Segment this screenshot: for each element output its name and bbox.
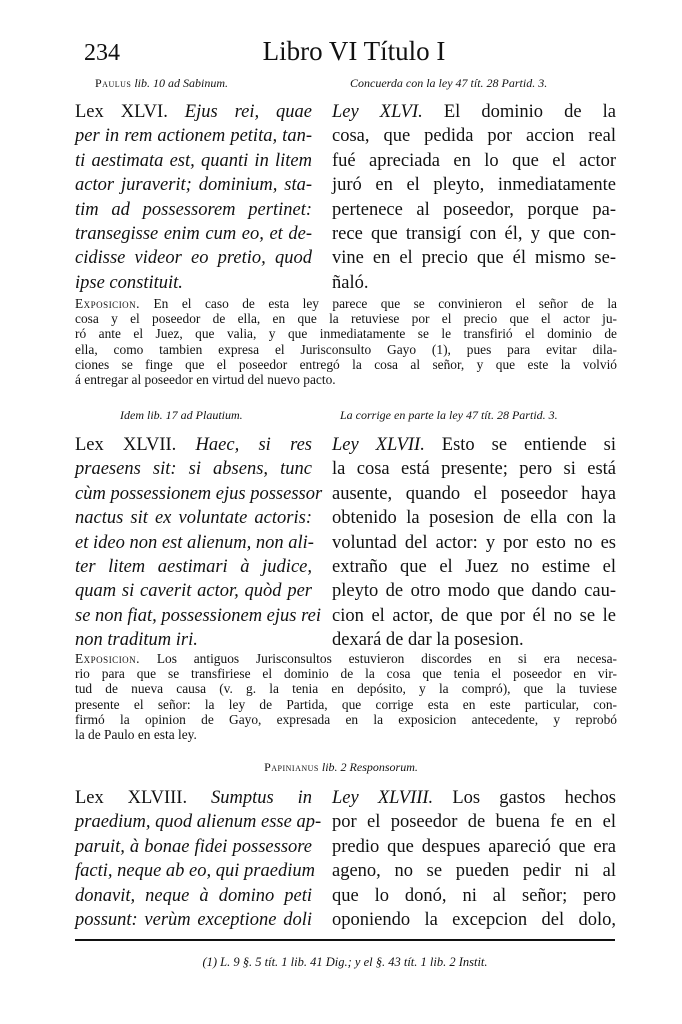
latin-text-lex-48: Lex XLVIII. Sumptus in praedium, quod alienum esse ap- paruit, à bonae fidei possessore facti, neque ab eo, qui praedium donavit, neque à domino peti possunt: verùm exceptione doli [75,788,322,931]
exposicion-1: Exposicion. En el caso de esta ley parece que se convinieron el señor de la cosa y el poseedor de ella, en que la retuviese por el precio que el actor ju- ró ante el Juez, que valia, y que inmediatamente se le transfirió el dominio de ella, como tambien expresa el Jurisconsulto Gayo (1), pues para evitar dila- ciones se finge que el poseedor entregó la cosa al señor, y que este la volvió á entregar al poseedor en virtud del nuevo pacto. [75,296,617,388]
latin-text-lex-47: Lex XLVII. Haec, si res praesens sit: si absens, tunc cùm possessionem ejus possessor nactus sit ex voluntate actoris: et ideo non est alienum, non ali- ter litem aestimari à judice, quam si caverit actor, quòd per se non fiat, possessionem ejus rei non traditum iri. [75,435,323,651]
law-heading: Lex XLVIII. [75,788,188,808]
exposicion-2: Exposicion. Los antiguos Jurisconsultos estuvieron discordes en si era necesa- rio para que se transfiriese el dominio de la cosa que tenia el poseedor en vir- tud de nueva causa (v. g. la tenia en depósito, y la compró), que la tuviese presente el señor: la ley de Partida, que corrige esta en este particular, con- firmó la opinion de Gayo, expresada en la exposicion antecedente, y reprobó la de Paulo en esta ley. [75,651,617,743]
law-heading: Lex XLVI. [75,102,168,122]
running-title: Libro VI Título I [262,36,446,66]
latin-text-lex-46: Lex XLVI. Ejus rei, quae per in rem actionem petita, tan- ti aestimata est, quanti in litem actor juraverit; dominium, sta- tim ad possessorem pertinet: transegisse enim cum eo, et de- cidisse videor eo pretio, quod ipse constituit. [75,102,313,293]
page-header [84,36,624,70]
spanish-text-ley-48: Ley XLVIII. Los gastos hechos por el poseedor de buena fe en el predio que despues apareció que era ageno, no se pueden pedir ni al que lo donó, ni al señor; pero oponiendo la excepcion del dolo, [332,788,616,931]
source-citation-latin: Idem lib. 17 ad Plautium. [120,408,243,422]
spanish-text-ley-47: Ley XLVII. Esto se entiende si la cosa está presente; pero si está ausente, quando el poseedor haya obtenido la posesion de ella con la voluntad del actor: y por esto no es extraño que el Juez no estime el pleyto de otro modo que dando cau- cion el actor, de que por él no se le dexará de dar la posesion. [332,435,616,651]
law-heading: Ley XLVI. [332,102,423,122]
source-citation-spanish: Concuerda con la ley 47 tít. 28 Partid. 3. [350,76,548,90]
source-citation-spanish: La corrige en parte la ley 47 tít. 28 Partid. 3. [340,408,558,422]
source-citation-center: Papinianus lib. 2 Responsorum. [264,760,418,774]
page-number: 234 [84,40,120,66]
law-heading: Lex XLVII. [75,435,177,455]
law-heading: Ley XLVIII. [332,788,434,808]
source-citation-latin: Paulus lib. 10 ad Sabinum. [95,76,229,90]
spanish-text-ley-46: Ley XLVI. El dominio de la cosa, que pedida por accion real fué apreciada en lo que el actor juró en el pleyto, inmediatamente pertenece al poseedor, porque pa- rece que transigí con él, y que con- vine en el precio que él mismo se- ñaló. [332,102,616,293]
footnote-rule [75,939,615,941]
law-heading: Ley XLVII. [332,435,425,455]
footnote: (1) L. 9 §. 5 tít. 1 lib. 41 Dig.; y el §. 43 tít. 1 lib. 2 Instit. [202,955,488,969]
